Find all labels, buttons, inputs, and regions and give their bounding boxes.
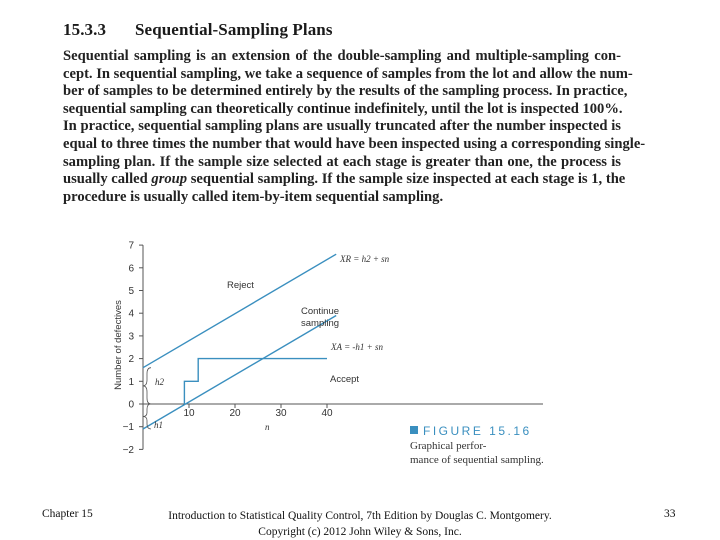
footer-book-line2: Copyright (c) 2012 John Wiley & Sons, Inc. [258,526,462,538]
y-tick-label: −2 [122,444,134,456]
x-tick-label: 30 [275,408,287,419]
h2-label: h2 [155,377,164,387]
caption-text-2: mance of sequential sampling. [410,454,544,466]
paragraph-line: sampling plan. If the sample size selected at each stage is greater than one, the process is [63,153,621,170]
caption-square-icon [410,426,418,434]
x-tick-label: 40 [321,408,333,419]
footer-page: 33 [664,508,676,520]
paragraph-line: ber of samples to be determined entirely by the results of the sampling process. In practice, [63,83,628,100]
chart-labels [113,254,390,432]
caption-text-1: Graphical perfor- [410,440,487,452]
section-number: 15.3.3 [63,20,107,39]
h2-brace-icon [143,368,151,404]
accept-label: Accept [330,374,360,385]
continue-label: Continue [301,306,340,317]
paragraph-line-last: procedure is usually called item-by-item sequential sampling. [63,188,444,205]
lower-line-label: XA = -h1 + sn [331,342,383,352]
paragraph-line: sequential sampling can theoretically continue indefinitely, until the lot is inspected 100%. [63,100,623,117]
y-tick-label: −1 [122,422,134,434]
y-tick-label: 5 [128,286,134,297]
line8-post: sequential sampling. If the sample size inspected at each stage is 1, the [187,171,626,188]
line8-pre: usually called [63,171,152,188]
footer-book-line1: Introduction to Statistical Quality Control, 7th Edition by Douglas C. Montgomery. [168,510,552,522]
x-tick-label: 20 [229,408,241,419]
x-axis-title: n [264,422,270,432]
x-tick-label: 10 [183,408,195,419]
figure-label: FIGURE 15.16 [423,424,532,438]
italic-word: group [151,171,188,188]
y-tick-label: 6 [128,263,134,275]
y-tick-label: 7 [128,240,134,252]
reject-label: Reject [227,280,254,291]
footer-book [150,508,570,540]
figure-caption [410,424,570,467]
y-axis-title: Number of defectives [113,300,124,390]
section-title: Sequential-Sampling Plans [135,20,333,39]
y-tick-label: 3 [128,331,134,343]
footer-chapter: Chapter 15 [42,508,93,520]
sampling-label: sampling [301,318,340,329]
sample-path-line [184,359,327,404]
paragraph-line: cept. In sequential sampling, we take a sequence of samples from the lot and allow the num- [63,65,633,82]
h1-label: h1 [154,420,163,430]
paragraph-line: equal to three times the number that would have been inspected using a corresponding single- [63,135,646,152]
paragraph-line: Sequential sampling is an extension of the double-sampling and multiple-sampling con- [63,48,621,64]
y-tick-label: 2 [128,354,134,366]
paragraph-line: In practice, sequential sampling plans are usually truncated after the number inspected is [63,118,621,135]
y-tick-label: 1 [128,376,134,388]
upper-line-label: XR = h2 + sn [340,254,390,264]
y-tick-label: 4 [128,308,134,320]
y-tick-label: 0 [128,399,134,411]
